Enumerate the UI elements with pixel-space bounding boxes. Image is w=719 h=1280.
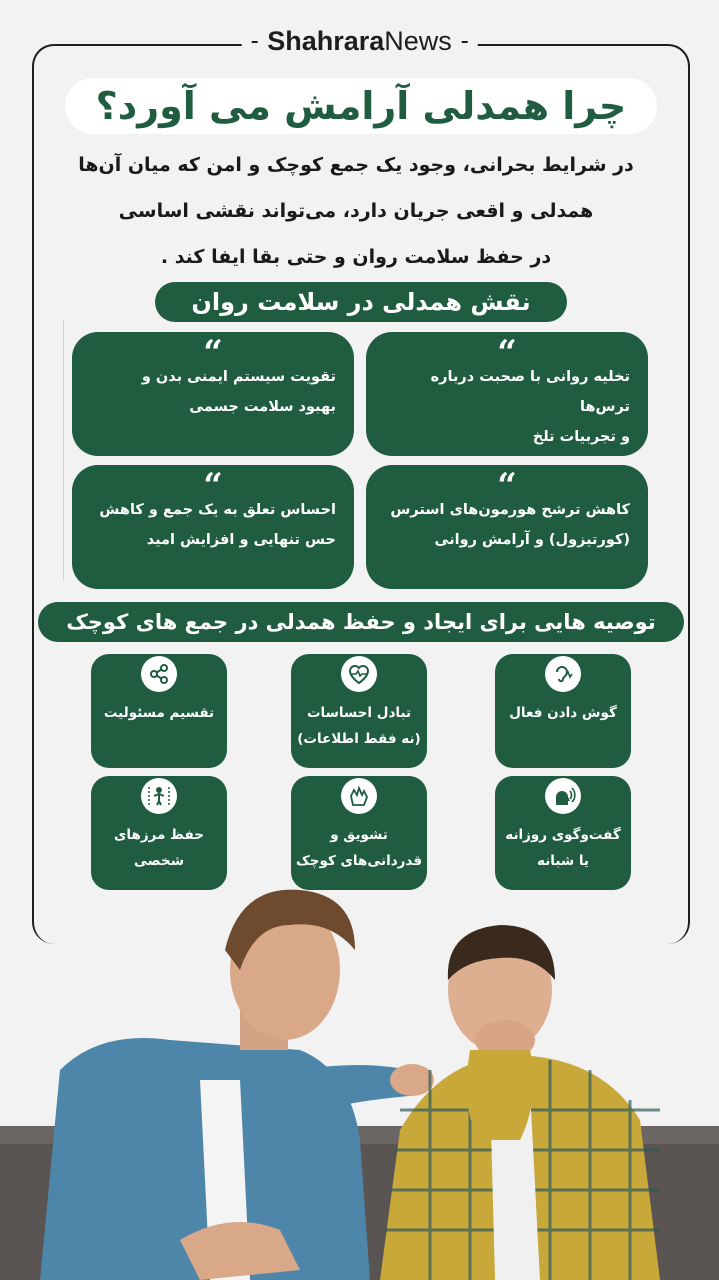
card-line: و تجربیات تلخ [532,429,630,445]
quote-icon: “ [203,466,223,506]
tip-label: تبادل احساسات [306,705,412,721]
empathy-role-card [366,332,648,456]
card-line: تقویت سیستم ایمنی بدن و [141,369,336,385]
tip-label: گفت‌وگوی روزانه [505,827,621,843]
tip-label: گوش دادن فعال [509,705,617,721]
section-title-recommendations: توصیه هایی برای ایجاد و حفظ همدلی در جمع های کوچک [38,602,684,642]
heart-pulse-icon [341,656,377,692]
illustration-two-men [0,880,719,1280]
empathy-role-card [72,465,354,589]
card-line: احساس تعلق به یک جمع و کاهش [99,502,336,518]
ear-listening-icon [545,656,581,692]
tip-label: یا شبانه [537,853,589,869]
empathy-role-card [72,332,354,456]
tip-active-listening [495,654,631,768]
intro-line-1: در شرایط بحرانی، وجود یک جمع کوچک و امن که میان آن‌ها [78,154,634,176]
tip-sharing-feelings [291,654,427,768]
tip-personal-boundaries [91,776,227,890]
tip-label: تشویق و [330,827,388,843]
clapping-hands-icon [341,778,377,814]
share-nodes-icon [141,656,177,692]
tip-daily-conversation [495,776,631,890]
card-line: تخلیه روانی با صحبت درباره ترس‌ها [430,369,630,415]
tip-label: (نه فقط اطلاعات) [297,731,421,747]
brand-logo [241,26,478,57]
intro-paragraph [45,142,667,280]
card-line: کاهش ترشح هورمون‌های استرس [390,502,630,518]
logo-dash-right [462,41,468,43]
brand-name-bold: Shahrara [267,26,385,56]
tip-label: تقسیم مسئولیت [103,705,215,721]
page-title: چرا همدلی آرامش می آورد؟ [65,78,657,134]
logo-dash-left [251,41,257,43]
photo-illustration [0,880,719,1280]
empathy-role-card [366,465,648,589]
brand-name-light: News [384,26,452,56]
card-line: حس تنهایی و افزایش امید [146,532,336,548]
tip-label: قدردانی‌های کوچک [295,853,423,869]
card-line: (کورتیزول) و آرامش روانی [434,532,630,548]
section-title-mental-health: نقش همدلی در سلامت روان [155,282,567,322]
tip-label: حفظ مرزهای شخصی [114,827,204,869]
tip-share-responsibility [91,654,227,768]
intro-line-2: همدلی و اقعی جریان دارد، می‌تواند نقشی اساسی [118,200,594,222]
quote-icon: “ [497,333,517,373]
card-line: بهبود سلامت جسمی [189,399,336,415]
tip-encouragement [291,776,427,890]
intro-line-3: در حفظ سلامت روان و حتی بقا ایفا کند . [160,246,552,268]
speaking-head-icon [545,778,581,814]
divider-line [63,320,64,580]
quote-icon: “ [497,466,517,506]
quote-icon: “ [203,333,223,373]
personal-boundary-icon [141,778,177,814]
